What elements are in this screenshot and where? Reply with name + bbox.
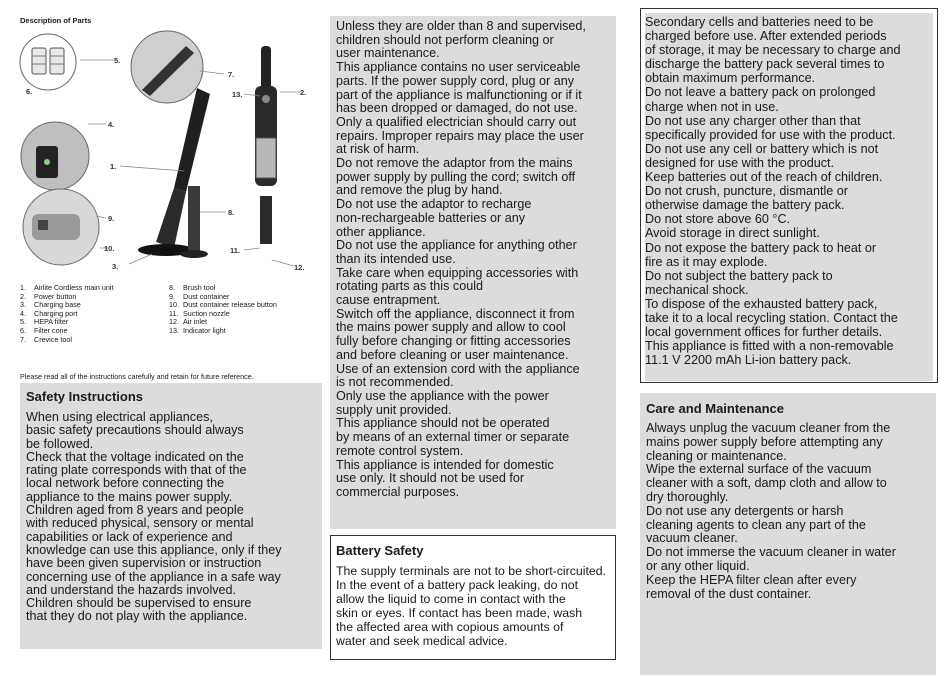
text-line: Do not use any cell or battery which is not: [645, 141, 879, 156]
care-and-maintenance-panel: [640, 393, 936, 675]
callout-3: 3.: [112, 262, 119, 271]
part-number: 8.: [169, 283, 175, 292]
crevice-tool-inset: [131, 31, 203, 103]
text-line: than its intended use.: [336, 251, 456, 266]
part-label: HEPA filter: [34, 317, 69, 327]
text-line: Secondary cells and batteries need to be: [645, 15, 874, 29]
text-line: Do not use the adaptor to recharge: [336, 197, 532, 212]
safety-instructions-panel: [20, 383, 322, 649]
part-number: 3.: [20, 300, 26, 310]
text-line: Do not crush, puncture, dismantle or: [645, 184, 849, 199]
text-line: charge when not in use.: [645, 99, 779, 114]
filter-inset: [20, 34, 76, 90]
text-line: Check that the voltage indicated on the: [26, 449, 244, 464]
text-line: charged before use. After extended periods: [645, 29, 887, 44]
text-line: 11.1 V 2200 mAh Li-ion battery pack.: [645, 353, 852, 368]
text-line: rotating parts as this could: [336, 279, 484, 294]
callout-8: 8.: [228, 208, 235, 217]
text-line: at risk of harm.: [336, 142, 420, 157]
text-line: Children aged from 8 years and people: [26, 503, 244, 518]
part-item: [169, 327, 329, 336]
text-line: Keep batteries out of the reach of children.: [645, 170, 883, 185]
text-line: removal of the dust container.: [646, 586, 812, 601]
text-line: Do not store above 60 °C.: [645, 212, 791, 227]
part-label: Crevice tool: [34, 334, 72, 344]
text-line: local government offices for further details.: [645, 325, 883, 340]
text-line: vacuum cleaner.: [646, 531, 738, 546]
standalone-unit-illustration: [255, 46, 277, 244]
text-line: use only. It should not be used for: [336, 471, 525, 486]
text-line: cleaning or maintenance.: [646, 448, 787, 463]
text-line: dry thoroughly.: [646, 489, 729, 504]
part-label: Airlite Cordless main unit: [34, 283, 114, 292]
part-label: Dust container release button: [183, 300, 277, 310]
text-line: cleaner with a soft, damp cloth and allow to: [646, 476, 887, 491]
callout-11: 11.: [230, 246, 241, 255]
text-line: designed for use with the product.: [645, 155, 835, 170]
text-line: has been dropped or damaged, do not use.: [336, 101, 578, 116]
text-line: obtain maximum performance.: [645, 71, 816, 86]
text-line: power supply by pulling the cord; switch off: [336, 169, 576, 184]
callout-4: 4.: [108, 120, 115, 129]
text-line: allow the liquid to come in contact with the: [336, 592, 566, 606]
part-label: Suction nozzle: [183, 308, 230, 318]
read-all-note: Please read all of the instructions carefully and retain for future reference.: [20, 372, 254, 381]
text-line: local network before connecting the: [26, 476, 225, 491]
text-line: Only a qualified electrician should carry out: [336, 114, 577, 129]
column-2-text: [336, 20, 618, 500]
text-line: user maintenance.: [336, 46, 440, 61]
text-line: the mains power supply and allow to cool: [336, 320, 566, 335]
text-line: repairs. Improper repairs may place the user: [336, 128, 584, 143]
text-line: supply unit provided.: [336, 402, 452, 417]
text-line: with reduced physical, sensory or mental: [26, 516, 254, 531]
text-line: or any other liquid.: [646, 558, 750, 573]
text-line: of storage, it may be necessary to charge and: [645, 43, 901, 58]
text-line: the affected area with copious amounts of: [336, 620, 564, 634]
text-line: commercial purposes.: [336, 484, 460, 499]
text-line: Do not expose the battery pack to heat or: [645, 240, 877, 255]
callout-9: 9.: [108, 214, 115, 223]
text-line: Switch off the appliance, disconnect it from: [336, 306, 575, 321]
callout-5: 5.: [114, 56, 121, 65]
part-label: Indicator light: [183, 325, 226, 335]
parts-diagram: [14, 26, 314, 282]
battery-safety-panel: [330, 535, 616, 660]
text-line: part of the appliance is malfunctioning or if it: [336, 87, 582, 102]
dust-container-inset: [23, 189, 99, 265]
text-line: Use of an extension cord with the appliance: [336, 361, 580, 376]
text-line: and remove the plug by hand.: [336, 183, 503, 198]
battery-safety-heading: Battery Safety: [336, 543, 424, 558]
text-line: discharge the battery pack several times to: [645, 57, 885, 72]
text-line: Always unplug the vacuum cleaner from the: [646, 421, 891, 435]
text-line: cause entrapment.: [336, 293, 441, 308]
text-line: Do not use any charger other than that: [645, 113, 861, 128]
text-line: Take care when equipping accessories with: [336, 265, 579, 280]
text-line: that they do not play with the appliance.: [26, 609, 248, 624]
text-line: Wipe the external surface of the vacuum: [646, 462, 872, 477]
text-line: Do not use any detergents or harsh: [646, 503, 844, 518]
part-number: 4.: [20, 308, 26, 318]
text-line: mains power supply before attempting any: [646, 434, 883, 449]
text-line: rating plate corresponds with that of the: [26, 463, 247, 478]
description-of-parts-title: Description of Parts: [20, 16, 92, 25]
text-line: The supply terminals are not to be short-circuited.: [336, 564, 606, 578]
part-number: 11.: [169, 308, 179, 318]
safety-instructions-text: [26, 411, 318, 624]
text-line: appliance to the mains power supply.: [26, 489, 233, 504]
care-and-maintenance-heading: Care and Maintenance: [646, 401, 784, 416]
part-number: 9.: [169, 291, 175, 301]
text-line: fully before changing or fitting accessories: [336, 334, 571, 349]
callout-7: 7.: [228, 70, 235, 79]
parts-list-left: [20, 284, 170, 344]
text-line: parts. If the power supply cord, plug or any: [336, 73, 575, 88]
text-line: Do not immerse the vacuum cleaner in water: [646, 545, 896, 560]
text-line: This appliance should not be operated: [336, 416, 550, 431]
text-line: other appliance.: [336, 224, 426, 239]
text-line: is not recommended.: [336, 375, 454, 390]
callout-12: 12.: [294, 263, 305, 272]
text-line: specifically provided for use with the product.: [645, 127, 896, 142]
text-line: and understand the hazards involved.: [26, 582, 237, 597]
part-label: Air inlet: [183, 317, 207, 327]
safety-instructions-heading: Safety Instructions: [26, 389, 144, 404]
part-number: 5.: [20, 317, 26, 327]
text-line: otherwise damage the battery pack.: [645, 198, 845, 213]
text-line: mechanical shock.: [645, 282, 749, 297]
text-line: Do not leave a battery pack on prolonged: [645, 85, 876, 100]
callout-2: 2.: [300, 88, 307, 97]
text-line: and before cleaning or user maintenance.: [336, 347, 569, 362]
text-line: Keep the HEPA filter clean after every: [646, 572, 857, 587]
part-number: 7.: [20, 334, 26, 344]
text-line: Do not remove the adaptor from the mains: [336, 156, 573, 171]
text-line: non-rechargeable batteries or any: [336, 210, 526, 225]
part-number: 1.: [20, 283, 26, 292]
part-item: [20, 336, 170, 345]
text-line: fire as it may explode.: [645, 254, 768, 269]
text-line: be followed.: [26, 436, 94, 451]
text-line: Unless they are older than 8 and supervised,: [336, 19, 586, 33]
part-label: Filter cone: [34, 325, 68, 335]
text-line: Only use the appliance with the power: [336, 388, 549, 403]
battery-safety-text: [336, 564, 608, 648]
callout-10: 10.: [104, 244, 115, 253]
column-3-panel: [640, 8, 938, 383]
text-line: children should not perform cleaning or: [336, 32, 554, 47]
text-line: basic safety precautions should always: [26, 423, 244, 438]
part-label: Brush tool: [183, 283, 216, 292]
care-and-maintenance-text: [646, 422, 932, 601]
parts-list-right: [169, 284, 329, 336]
part-label: Charging port: [34, 308, 78, 318]
part-label: Power button: [34, 291, 77, 301]
text-line: take it to a local recycling station. Contact the: [645, 310, 898, 325]
part-number: 6.: [20, 325, 26, 335]
text-line: Children should be supervised to ensure: [26, 596, 252, 611]
part-number: 10.: [169, 300, 179, 310]
text-line: This appliance contains no user serviceable: [336, 60, 581, 75]
text-line: water and seek medical advice.: [336, 634, 508, 648]
text-line: concerning use of the appliance in a safe way: [26, 569, 281, 584]
text-line: remote control system.: [336, 443, 464, 458]
part-number: 12.: [169, 317, 179, 327]
part-label: Charging base: [34, 300, 81, 310]
callout-6: 6.: [26, 87, 33, 96]
text-line: When using electrical appliances,: [26, 410, 213, 424]
part-number: 13.: [169, 325, 179, 335]
part-number: 2.: [20, 291, 26, 301]
text-line: This appliance is intended for domestic: [336, 457, 554, 472]
text-line: To dispose of the exhausted battery pack,: [645, 296, 878, 311]
column-1: [14, 0, 314, 677]
text-line: In the event of a battery pack leaking, do not: [336, 578, 578, 592]
text-line: by means of an external timer or separate: [336, 430, 570, 445]
main-unit-illustration: [138, 88, 210, 258]
callout-1: 1.: [110, 162, 117, 171]
column-2-panel: [330, 16, 616, 529]
text-line: have been given supervision or instruction: [26, 556, 262, 571]
text-line: skin or eyes. If contact has been made, wash: [336, 606, 583, 620]
callout-13: 13.: [232, 90, 243, 99]
column-3-text: [645, 15, 929, 367]
text-line: Do not use the appliance for anything other: [336, 238, 577, 253]
text-line: knowledge can use this appliance, only if they: [26, 542, 282, 557]
text-line: Avoid storage in direct sunlight.: [645, 226, 820, 241]
text-line: This appliance is fitted with a non-removable: [645, 339, 894, 354]
text-line: capabilities or lack of experience and: [26, 529, 233, 544]
charging-port-inset: [21, 122, 89, 190]
part-label: Dust container: [183, 291, 230, 301]
text-line: Do not subject the battery pack to: [645, 268, 833, 283]
text-line: cleaning agents to clean any part of the: [646, 517, 866, 532]
